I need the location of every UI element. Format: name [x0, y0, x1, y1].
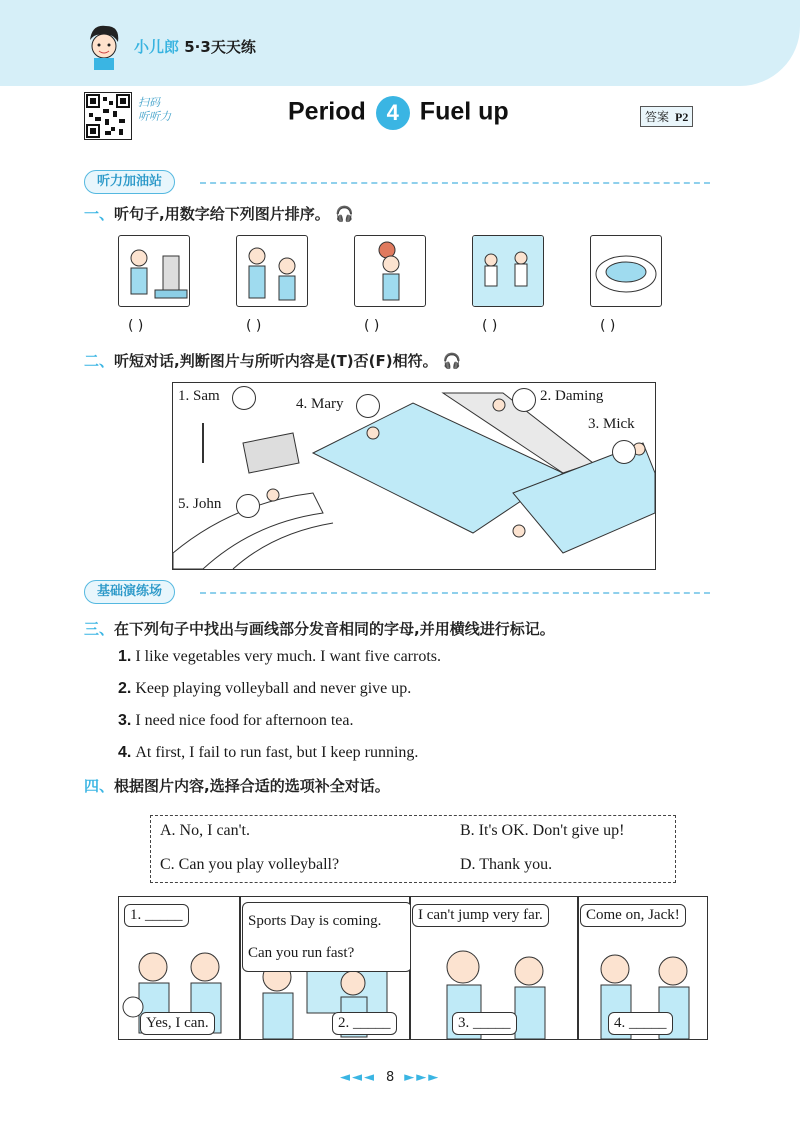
comic-2-top-bubble: Sports Day is coming. Can you run fast? [242, 902, 412, 972]
q1-answer-1[interactable]: ( ) [128, 318, 144, 334]
q2-label-mick: 3. Mick [588, 416, 635, 432]
q4-heading: 四、根据图片内容,选择合适的选项补全对话。 [84, 777, 390, 795]
q2-circle-daming[interactable] [512, 388, 536, 412]
next-arrows-icon: ►►► [404, 1070, 441, 1085]
q3-item-1: 1. I like vegetables very much. I want five carrots. [118, 648, 441, 665]
q1-picture-4 [472, 235, 544, 307]
page-title: Period 4 Fuel up [288, 96, 509, 130]
q4-option-b: B. It's OK. Don't give up! [460, 822, 625, 839]
comic-3-bottom-bubble[interactable]: 3. _____ [452, 1012, 517, 1035]
section-basic: 基础演练场 [84, 580, 175, 604]
qr-code[interactable] [84, 92, 132, 140]
comic-1-bottom-bubble: Yes, I can. [140, 1012, 215, 1035]
q2-scene [172, 382, 656, 570]
q2-circle-mick[interactable] [612, 440, 636, 464]
divider [200, 182, 710, 184]
comic-1-top-bubble[interactable]: 1. _____ [124, 904, 189, 927]
q3-heading: 三、在下列句子中找出与画线部分发音相同的字母,并用横线进行标记。 [84, 620, 555, 638]
prev-arrows-icon: ◄◄◄ [340, 1070, 376, 1085]
q4-option-c: C. Can you play volleyball? [160, 856, 340, 873]
headphone-icon[interactable]: 🎧 [334, 205, 354, 223]
q2-label-daming: 2. Daming [540, 388, 604, 404]
page-number: 8 [386, 1070, 395, 1085]
q3-item-3: 3. I need nice food for afternoon tea. [118, 712, 354, 729]
q2-label-sam: 1. Sam [178, 388, 220, 404]
q2-circle-sam[interactable] [232, 386, 256, 410]
divider [200, 592, 710, 594]
comic-4-bottom-bubble[interactable]: 4. _____ [608, 1012, 673, 1035]
q2-circle-mary[interactable] [356, 394, 380, 418]
q4-option-a: A. No, I can't. [160, 822, 250, 839]
q2-circle-john[interactable] [236, 494, 260, 518]
section-listening: 听力加油站 [84, 170, 175, 194]
q1-answer-5[interactable]: ( ) [600, 318, 616, 334]
comic-2-bottom-bubble[interactable]: 2. _____ [332, 1012, 397, 1035]
q1-picture-2 [236, 235, 308, 307]
q1-heading: 一、听句子,用数字给下列图片排序。 🎧 [84, 205, 354, 223]
q1-answer-3[interactable]: ( ) [364, 318, 380, 334]
scan-label: 扫码 听听力 [138, 96, 171, 123]
page-footer [340, 1070, 440, 1085]
period-number-badge: 4 [376, 96, 410, 130]
comic-4-top-bubble: Come on, Jack! [580, 904, 686, 927]
q4-option-d: D. Thank you. [460, 856, 553, 873]
q2-heading: 二、听短对话,判断图片与所听内容是(T)否(F)相符。 🎧 [84, 352, 462, 370]
q3-item-2: 2. Keep playing volleyball and never give up. [118, 680, 412, 697]
brand-title: 小儿郎 5·3天天练 [134, 38, 256, 56]
headphone-icon[interactable]: 🎧 [442, 352, 462, 370]
comic-3-top-bubble: I can't jump very far. [412, 904, 549, 927]
q3-item-4: 4. At first, I fail to run fast, but I keep running. [118, 744, 419, 761]
answer-ref: 答案 P2 [640, 106, 693, 127]
q1-picture-5 [590, 235, 662, 307]
q1-picture-1 [118, 235, 190, 307]
q1-answer-4[interactable]: ( ) [482, 318, 498, 334]
q2-label-john: 5. John [178, 496, 222, 512]
q1-answer-2[interactable]: ( ) [246, 318, 262, 334]
mascot-icon [84, 22, 124, 70]
q1-picture-3 [354, 235, 426, 307]
q2-label-mary: 4. Mary [296, 396, 344, 412]
